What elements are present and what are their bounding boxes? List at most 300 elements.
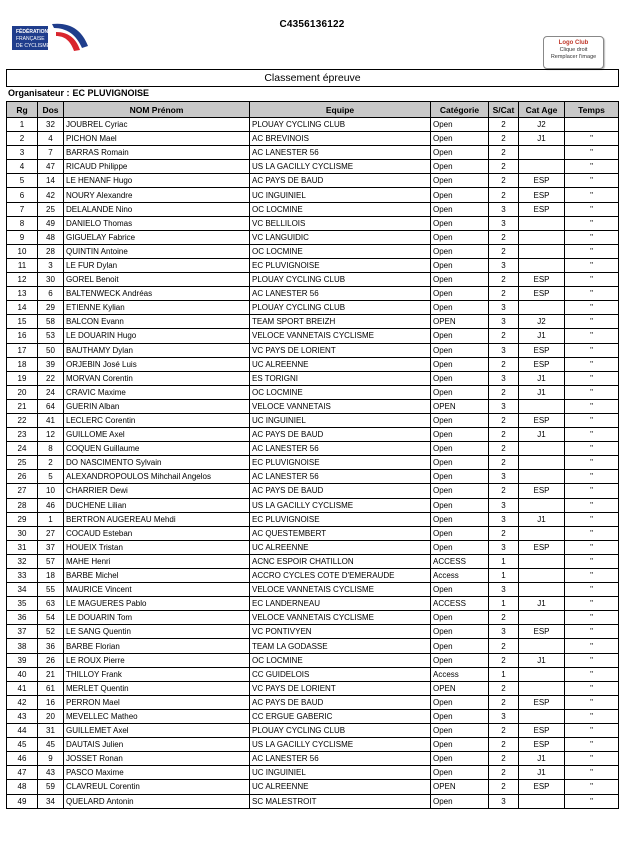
cell-name: PICHON Mael [64,132,250,146]
cell-age-cat [519,160,565,174]
cell-subcat: 3 [489,625,519,639]
cell-name: ALEXANDROPOULOS Mihchail Angelos [64,470,250,484]
cell-category: Open [431,484,489,498]
cell-category: Open [431,766,489,780]
cell-subcat: 2 [489,188,519,202]
table-row [7,244,619,258]
organizer-label: Organisateur : [8,88,70,98]
cell-bib: 9 [38,752,64,766]
cell-bib: 26 [38,653,64,667]
cell-time: " [565,315,619,329]
cell-bib: 21 [38,667,64,681]
cell-name: GUERIN Alban [64,399,250,413]
cell-name: BARRAS Romain [64,146,250,160]
table-row [7,780,619,794]
cell-bib: 5 [38,470,64,484]
table-row [7,188,619,202]
cell-bib: 61 [38,681,64,695]
cell-name: PERRON Mael [64,695,250,709]
cell-age-cat: J1 [519,752,565,766]
cell-team: UC INGUINIEL [250,188,431,202]
cell-time: " [565,611,619,625]
cell-rank: 46 [7,752,38,766]
cell-subcat: 2 [489,780,519,794]
cell-age-cat [519,258,565,272]
cell-bib: 46 [38,498,64,512]
cell-team: PLOUAY CYCLING CLUB [250,273,431,287]
table-row [7,442,619,456]
cell-time: " [565,428,619,442]
cell-subcat: 2 [489,526,519,540]
cell-age-cat [519,442,565,456]
cell-name: HOUEIX Tristan [64,540,250,554]
table-row [7,540,619,554]
cell-name: CLAVREUL Corentin [64,780,250,794]
cell-bib: 49 [38,216,64,230]
cell-time: " [565,413,619,427]
cell-rank: 28 [7,498,38,512]
cell-rank: 9 [7,230,38,244]
cell-bib: 47 [38,160,64,174]
cell-category: Open [431,230,489,244]
cell-bib: 7 [38,146,64,160]
cell-age-cat [519,681,565,695]
table-row [7,709,619,723]
table-row [7,399,619,413]
cell-subcat: 3 [489,315,519,329]
cell-rank: 44 [7,724,38,738]
cell-rank: 22 [7,413,38,427]
cell-name: MERLET Quentin [64,681,250,695]
cell-bib: 10 [38,484,64,498]
col-header-subcat: S/Cat [489,102,519,118]
cell-rank: 49 [7,794,38,808]
cell-time: " [565,146,619,160]
cell-subcat: 2 [489,132,519,146]
cell-team: OC LOCMINE [250,244,431,258]
cell-time: " [565,160,619,174]
cell-subcat: 3 [489,399,519,413]
table-row [7,526,619,540]
cell-subcat: 3 [489,371,519,385]
cell-age-cat: J1 [519,371,565,385]
cell-team: UC ALREENNE [250,540,431,554]
cell-team: CC GUIDELOIS [250,667,431,681]
cell-time: " [565,653,619,667]
table-row [7,174,619,188]
cell-team: UC INGUINIEL [250,413,431,427]
cell-category: Open [431,132,489,146]
organizer-line [8,88,149,98]
table-row [7,512,619,526]
cell-name: BALCON Evann [64,315,250,329]
cell-age-cat: ESP [519,174,565,188]
cell-team: VELOCE VANNETAIS [250,399,431,413]
cell-age-cat: ESP [519,188,565,202]
cell-bib: 8 [38,442,64,456]
col-header-rank: Rg [7,102,38,118]
cell-rank: 18 [7,357,38,371]
cell-name: LE HENANF Hugo [64,174,250,188]
cell-time: " [565,329,619,343]
cell-time: " [565,639,619,653]
cell-time: " [565,512,619,526]
cell-subcat: 2 [489,287,519,301]
cell-subcat: 3 [489,202,519,216]
cell-time: " [565,301,619,315]
cell-age-cat: J1 [519,132,565,146]
cell-team: TEAM LA GODASSE [250,639,431,653]
cell-bib: 45 [38,738,64,752]
cell-team: AC LANESTER 56 [250,442,431,456]
cell-rank: 17 [7,343,38,357]
cell-time: " [565,794,619,808]
table-row [7,357,619,371]
table-row [7,794,619,808]
ffc-logo-line-1: FÉDÉRATION [16,29,49,35]
table-row [7,625,619,639]
cell-time: " [565,357,619,371]
cell-age-cat: ESP [519,287,565,301]
cell-rank: 29 [7,512,38,526]
cell-rank: 36 [7,611,38,625]
cell-bib: 54 [38,611,64,625]
cell-category: Open [431,695,489,709]
cell-category: Open [431,625,489,639]
cell-name: LE DOUARIN Tom [64,611,250,625]
cell-rank: 37 [7,625,38,639]
cell-name: DUCHENE Lilian [64,498,250,512]
cell-age-cat: J1 [519,766,565,780]
ffc-logo [12,20,94,56]
table-row [7,216,619,230]
cell-category: Open [431,540,489,554]
cell-subcat: 2 [489,428,519,442]
cell-rank: 40 [7,667,38,681]
table-row [7,484,619,498]
cell-subcat: 2 [489,456,519,470]
cell-time: " [565,230,619,244]
cell-category: Open [431,611,489,625]
table-row [7,160,619,174]
cell-subcat: 3 [489,794,519,808]
table-row [7,766,619,780]
cell-team: PLOUAY CYCLING CLUB [250,724,431,738]
cell-time: " [565,724,619,738]
cell-subcat: 2 [489,357,519,371]
cell-time: " [565,569,619,583]
club-logo-hint-2: Remplacer l'image [550,54,597,60]
table-row [7,343,619,357]
cell-bib: 41 [38,413,64,427]
cell-bib: 43 [38,766,64,780]
cell-category: Open [431,583,489,597]
cell-bib: 58 [38,315,64,329]
cell-rank: 6 [7,188,38,202]
cell-age-cat [519,583,565,597]
cell-age-cat: ESP [519,413,565,427]
cell-category: Open [431,160,489,174]
cell-name: DO NASCIMENTO Sylvain [64,456,250,470]
cell-age-cat: ESP [519,625,565,639]
cell-rank: 41 [7,681,38,695]
cell-bib: 1 [38,512,64,526]
cell-bib: 34 [38,794,64,808]
cell-time: " [565,385,619,399]
cell-bib: 32 [38,118,64,132]
cell-name: LE MAGUERES Pablo [64,597,250,611]
table-row [7,498,619,512]
cell-team: VC LANGUIDIC [250,230,431,244]
cell-category: Open [431,357,489,371]
cell-rank: 21 [7,399,38,413]
table-row [7,724,619,738]
cell-name: LECLERC Corentin [64,413,250,427]
cell-rank: 4 [7,160,38,174]
cell-subcat: 2 [489,738,519,752]
results-body [7,118,619,809]
cell-name: JOUBREL Cyriac [64,118,250,132]
cell-category: Open [431,287,489,301]
cell-subcat: 2 [489,724,519,738]
cell-name: MEVELLEC Matheo [64,709,250,723]
cell-bib: 3 [38,258,64,272]
cell-time: " [565,752,619,766]
cell-team: UC ALREENNE [250,780,431,794]
table-row [7,554,619,568]
cell-category: Open [431,653,489,667]
cell-name: BAUTHAMY Dylan [64,343,250,357]
col-header-name: NOM Prénom [64,102,250,118]
cell-rank: 45 [7,738,38,752]
cell-rank: 42 [7,695,38,709]
table-row [7,597,619,611]
table-row [7,639,619,653]
cell-category: Open [431,752,489,766]
cell-time: " [565,780,619,794]
cell-time: " [565,343,619,357]
cell-subcat: 3 [489,343,519,357]
cell-team: ACNC ESPOIR CHATILLON [250,554,431,568]
cell-rank: 24 [7,442,38,456]
cell-age-cat [519,399,565,413]
cell-rank: 47 [7,766,38,780]
cell-age-cat [519,498,565,512]
cell-subcat: 2 [489,413,519,427]
cell-name: MORVAN Corentin [64,371,250,385]
cell-category: Open [431,118,489,132]
cell-bib: 63 [38,597,64,611]
cell-rank: 7 [7,202,38,216]
cell-subcat: 2 [489,442,519,456]
club-logo-title: Logo Club [558,40,589,46]
cell-name: LE ROUX Pierre [64,653,250,667]
cell-age-cat: J1 [519,428,565,442]
cell-team: AC PAYS DE BAUD [250,695,431,709]
cell-team: EC PLUVIGNOISE [250,456,431,470]
cell-team: US LA GACILLY CYCLISME [250,738,431,752]
cell-rank: 39 [7,653,38,667]
cell-name: COCAUD Esteban [64,526,250,540]
cell-name: ORJEBIN José Luis [64,357,250,371]
cell-team: EC PLUVIGNOISE [250,512,431,526]
cell-subcat: 2 [489,146,519,160]
cell-subcat: 2 [489,611,519,625]
cell-team: PLOUAY CYCLING CLUB [250,118,431,132]
cell-name: DANIELO Thomas [64,216,250,230]
cell-category: Open [431,273,489,287]
cell-age-cat [519,470,565,484]
cell-category: ACCESS [431,597,489,611]
cell-rank: 5 [7,174,38,188]
cell-category: Open [431,724,489,738]
cell-time: " [565,244,619,258]
cell-name: BARBE Florian [64,639,250,653]
cell-time: " [565,484,619,498]
cell-name: JOSSET Ronan [64,752,250,766]
cell-subcat: 3 [489,301,519,315]
cell-age-cat [519,554,565,568]
cell-category: Open [431,526,489,540]
cell-category: OPEN [431,780,489,794]
cell-bib: 57 [38,554,64,568]
cell-subcat: 2 [489,230,519,244]
cell-rank: 35 [7,597,38,611]
cell-subcat: 3 [489,709,519,723]
cell-team: AC LANESTER 56 [250,146,431,160]
cell-time: " [565,258,619,272]
cell-age-cat: J2 [519,118,565,132]
cell-category: Open [431,244,489,258]
cell-time: " [565,216,619,230]
cell-name: QUELARD Antonin [64,794,250,808]
cell-subcat: 2 [489,385,519,399]
cell-team: VELOCE VANNETAIS CYCLISME [250,611,431,625]
cell-subcat: 2 [489,681,519,695]
cell-category: Open [431,301,489,315]
col-header-age-cat: Cat Age [519,102,565,118]
cell-time: " [565,498,619,512]
cell-category: Access [431,667,489,681]
cell-team: UC INGUINIEL [250,766,431,780]
table-row [7,583,619,597]
cell-bib: 28 [38,244,64,258]
cell-category: Open [431,202,489,216]
cell-category: Open [431,738,489,752]
table-header-row [7,102,619,118]
cell-time: " [565,456,619,470]
cell-subcat: 3 [489,512,519,526]
cell-bib: 12 [38,428,64,442]
cell-category: Open [431,371,489,385]
cell-name: RICAUD Philippe [64,160,250,174]
cell-time: " [565,287,619,301]
cell-time [565,118,619,132]
table-row [7,681,619,695]
cell-subcat: 2 [489,160,519,174]
cell-age-cat [519,709,565,723]
cell-category: Open [431,456,489,470]
cell-rank: 2 [7,132,38,146]
cell-rank: 30 [7,526,38,540]
cell-age-cat [519,216,565,230]
cell-age-cat [519,569,565,583]
cell-bib: 25 [38,202,64,216]
cell-bib: 20 [38,709,64,723]
cell-bib: 64 [38,399,64,413]
cell-age-cat: J1 [519,597,565,611]
cell-category: ACCESS [431,554,489,568]
cell-bib: 4 [38,132,64,146]
cell-name: CHARRIER Dewi [64,484,250,498]
cell-name: LE DOUARIN Hugo [64,329,250,343]
cell-category: Open [431,639,489,653]
cell-age-cat: ESP [519,738,565,752]
cell-subcat: 3 [489,583,519,597]
cell-age-cat [519,611,565,625]
cell-rank: 38 [7,639,38,653]
cell-name: BARBE Michel [64,569,250,583]
cell-time: " [565,273,619,287]
cell-age-cat: ESP [519,484,565,498]
cell-category: Open [431,343,489,357]
table-row [7,385,619,399]
col-header-category: Catégorie [431,102,489,118]
cell-age-cat: J1 [519,329,565,343]
cell-bib: 50 [38,343,64,357]
table-row [7,287,619,301]
cell-subcat: 2 [489,752,519,766]
col-header-time: Temps [565,102,619,118]
cell-time: " [565,526,619,540]
cell-team: AC LANESTER 56 [250,752,431,766]
club-logo-placeholder[interactable] [543,36,604,69]
cell-team: VC PAYS DE LORIENT [250,343,431,357]
cell-category: Open [431,709,489,723]
cell-category: Open [431,258,489,272]
cell-rank: 14 [7,301,38,315]
cell-category: OPEN [431,681,489,695]
cell-rank: 12 [7,273,38,287]
cell-name: GUILLOME Axel [64,428,250,442]
cell-category: Open [431,498,489,512]
cell-team: AC PAYS DE BAUD [250,484,431,498]
cell-rank: 11 [7,258,38,272]
cell-time: " [565,132,619,146]
table-row [7,752,619,766]
cell-name: GUILLEMET Axel [64,724,250,738]
cell-team: VELOCE VANNETAIS CYCLISME [250,583,431,597]
cell-age-cat: ESP [519,357,565,371]
cell-subcat: 2 [489,766,519,780]
cell-time: " [565,174,619,188]
table-row [7,202,619,216]
cell-bib: 37 [38,540,64,554]
cell-bib: 55 [38,583,64,597]
cell-team: OC LOCMINE [250,202,431,216]
cell-rank: 34 [7,583,38,597]
cell-name: GIGUELAY Fabrice [64,230,250,244]
cell-rank: 20 [7,385,38,399]
cell-rank: 25 [7,456,38,470]
cell-subcat: 2 [489,329,519,343]
cell-rank: 10 [7,244,38,258]
cell-name: DAUTAIS Julien [64,738,250,752]
cell-bib: 53 [38,329,64,343]
cell-team: OC LOCMINE [250,385,431,399]
cell-age-cat: ESP [519,273,565,287]
cell-team: AC LANESTER 56 [250,470,431,484]
